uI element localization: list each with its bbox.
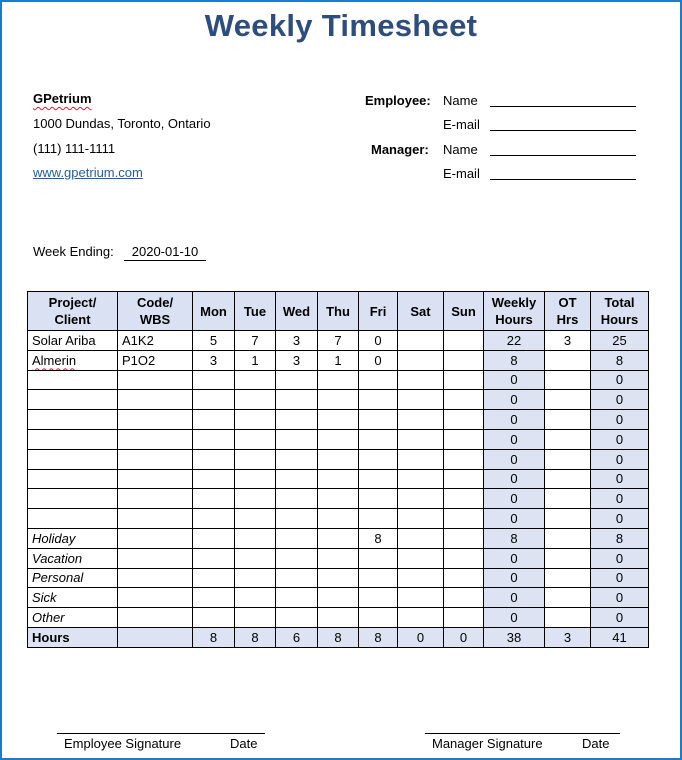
hours-cell[interactable]	[193, 410, 235, 430]
hours-cell[interactable]	[444, 370, 484, 390]
table-row	[28, 568, 649, 588]
hours-cell[interactable]	[235, 489, 276, 509]
total-cell: 0	[398, 627, 444, 647]
project-cell[interactable]: Almerin	[28, 350, 118, 370]
hours-cell[interactable]	[444, 410, 484, 430]
hours-cell[interactable]	[318, 429, 359, 449]
hours-cell[interactable]	[193, 608, 235, 628]
hours-cell[interactable]: 1	[318, 350, 359, 370]
hours-cell[interactable]: 7	[318, 331, 359, 351]
hours-cell[interactable]	[235, 410, 276, 430]
hours-cell[interactable]: 3	[193, 350, 235, 370]
hours-cell[interactable]: 3	[276, 331, 318, 351]
hours-cell[interactable]	[276, 528, 318, 548]
hours-cell[interactable]	[545, 528, 591, 548]
hours-cell[interactable]: 0	[484, 469, 545, 489]
hours-cell[interactable]	[276, 509, 318, 529]
column-header: Wed	[276, 292, 318, 331]
hours-cell[interactable]	[545, 548, 591, 568]
hours-cell[interactable]	[398, 469, 444, 489]
hours-cell[interactable]: 0	[591, 449, 649, 469]
table-row	[28, 548, 649, 568]
hours-cell[interactable]	[398, 331, 444, 351]
manager-email-label: E-mail	[443, 166, 480, 181]
hours-cell[interactable]	[398, 429, 444, 449]
hours-cell[interactable]	[398, 489, 444, 509]
hours-cell[interactable]: 5	[193, 331, 235, 351]
hours-cell[interactable]	[235, 469, 276, 489]
code-cell[interactable]	[118, 608, 193, 628]
hours-cell[interactable]: 0	[484, 489, 545, 509]
column-header: Code/ WBS	[118, 292, 193, 331]
hours-cell[interactable]: 0	[591, 370, 649, 390]
hours-cell[interactable]	[444, 509, 484, 529]
hours-cell[interactable]	[398, 390, 444, 410]
company-name: GPetrium	[33, 91, 92, 106]
hours-cell[interactable]	[318, 568, 359, 588]
hours-cell[interactable]	[276, 608, 318, 628]
hours-cell[interactable]	[359, 449, 398, 469]
hours-cell[interactable]: 0	[484, 608, 545, 628]
hours-cell[interactable]: 3	[276, 350, 318, 370]
hours-cell[interactable]	[193, 548, 235, 568]
code-cell[interactable]: A1K2	[118, 331, 193, 351]
code-cell[interactable]	[118, 410, 193, 430]
total-cell: 8	[193, 627, 235, 647]
hours-cell[interactable]	[545, 350, 591, 370]
hours-cell[interactable]: 0	[359, 350, 398, 370]
hours-cell[interactable]	[359, 588, 398, 608]
code-cell[interactable]	[118, 528, 193, 548]
total-cell: 8	[235, 627, 276, 647]
project-cell[interactable]: Sick	[28, 588, 118, 608]
hours-cell[interactable]	[318, 608, 359, 628]
hours-cell[interactable]	[235, 370, 276, 390]
project-cell[interactable]	[28, 370, 118, 390]
table-row	[28, 449, 649, 469]
code-cell[interactable]	[118, 390, 193, 410]
hours-cell[interactable]	[318, 449, 359, 469]
hours-cell[interactable]	[545, 608, 591, 628]
hours-cell[interactable]	[545, 449, 591, 469]
hours-cell[interactable]	[444, 528, 484, 548]
project-cell[interactable]	[28, 469, 118, 489]
hours-cell[interactable]: 0	[484, 390, 545, 410]
code-cell[interactable]	[118, 370, 193, 390]
hours-cell[interactable]	[359, 469, 398, 489]
code-cell[interactable]	[118, 509, 193, 529]
hours-cell[interactable]	[545, 469, 591, 489]
total-cell: 0	[444, 627, 484, 647]
hours-cell[interactable]	[545, 410, 591, 430]
hours-cell[interactable]	[193, 449, 235, 469]
week-ending-field[interactable]: 2020-01-10	[124, 244, 206, 261]
hours-cell[interactable]	[276, 449, 318, 469]
hours-cell[interactable]: 3	[545, 331, 591, 351]
hours-cell[interactable]	[444, 449, 484, 469]
hours-cell[interactable]: 0	[591, 390, 649, 410]
hours-cell[interactable]: 0	[591, 429, 649, 449]
hours-cell[interactable]	[235, 588, 276, 608]
column-header: OT Hrs	[545, 292, 591, 331]
table-row	[28, 588, 649, 608]
hours-cell[interactable]: 0	[591, 588, 649, 608]
hours-cell[interactable]: 0	[591, 608, 649, 628]
hours-cell[interactable]: 0	[591, 568, 649, 588]
column-header: Weekly Hours	[484, 292, 545, 331]
hours-cell[interactable]: 8	[484, 528, 545, 548]
week-ending-label: Week Ending:	[33, 244, 114, 259]
hours-cell[interactable]	[276, 390, 318, 410]
hours-cell[interactable]	[318, 509, 359, 529]
hours-cell[interactable]: 8	[359, 528, 398, 548]
hours-cell[interactable]	[318, 588, 359, 608]
hours-cell[interactable]	[359, 608, 398, 628]
hours-cell[interactable]: 1	[235, 350, 276, 370]
column-header: Project/ Client	[28, 292, 118, 331]
hours-cell[interactable]	[398, 350, 444, 370]
hours-cell[interactable]: 25	[591, 331, 649, 351]
employee-signature-label: Employee Signature	[64, 736, 182, 751]
project-cell[interactable]: Other	[28, 608, 118, 628]
hours-cell[interactable]: 0	[591, 548, 649, 568]
employee-email-field[interactable]	[490, 130, 636, 131]
total-cell: 3	[545, 627, 591, 647]
code-cell[interactable]	[118, 489, 193, 509]
column-header: Total Hours	[591, 292, 649, 331]
project-cell[interactable]	[28, 509, 118, 529]
hours-cell[interactable]	[359, 410, 398, 430]
hours-cell[interactable]	[193, 588, 235, 608]
total-cell: 38	[484, 627, 545, 647]
manager-signature-line[interactable]	[425, 733, 620, 734]
table-row	[28, 429, 649, 449]
company-website-link[interactable]: www.gpetrium.com	[33, 165, 143, 180]
hours-cell[interactable]	[444, 429, 484, 449]
code-cell[interactable]: P1O2	[118, 350, 193, 370]
total-cell: 6	[276, 627, 318, 647]
hours-cell[interactable]	[193, 509, 235, 529]
hours-cell[interactable]	[398, 608, 444, 628]
hours-cell[interactable]	[444, 608, 484, 628]
employee-signature-line[interactable]	[57, 733, 265, 734]
employee-date-label: Date	[230, 736, 258, 751]
hours-cell[interactable]	[276, 588, 318, 608]
hours-cell[interactable]	[398, 410, 444, 430]
total-cell: 41	[591, 627, 649, 647]
hours-cell[interactable]	[444, 331, 484, 351]
hours-cell[interactable]	[545, 390, 591, 410]
hours-cell[interactable]	[318, 410, 359, 430]
table-row	[28, 410, 649, 430]
hours-cell[interactable]: 0	[484, 548, 545, 568]
manager-name-field[interactable]	[490, 155, 636, 156]
hours-cell[interactable]: 0	[484, 429, 545, 449]
hours-cell[interactable]	[235, 509, 276, 529]
table-row	[28, 370, 649, 390]
hours-cell[interactable]	[359, 548, 398, 568]
project-cell[interactable]	[28, 390, 118, 410]
hours-cell[interactable]	[398, 509, 444, 529]
hours-cell[interactable]	[398, 449, 444, 469]
hours-cell[interactable]	[444, 350, 484, 370]
hours-cell[interactable]	[276, 568, 318, 588]
hours-cell[interactable]	[318, 548, 359, 568]
hours-cell[interactable]: 0	[591, 469, 649, 489]
project-cell[interactable]: Solar Ariba	[28, 331, 118, 351]
total-cell: 8	[359, 627, 398, 647]
hours-cell[interactable]	[276, 429, 318, 449]
hours-cell[interactable]	[398, 528, 444, 548]
hours-cell[interactable]: 22	[484, 331, 545, 351]
hours-cell[interactable]: 0	[484, 568, 545, 588]
hours-cell[interactable]: 8	[591, 350, 649, 370]
hours-cell[interactable]	[444, 568, 484, 588]
hours-cell[interactable]	[398, 588, 444, 608]
manager-email-field[interactable]	[490, 179, 636, 180]
hours-cell[interactable]	[235, 568, 276, 588]
hours-cell[interactable]	[193, 469, 235, 489]
hours-cell[interactable]	[318, 469, 359, 489]
hours-cell[interactable]	[359, 568, 398, 588]
hours-cell[interactable]	[193, 568, 235, 588]
hours-cell[interactable]	[276, 469, 318, 489]
hours-cell[interactable]	[398, 568, 444, 588]
manager-name-label: Name	[443, 142, 478, 157]
total-cell	[118, 627, 193, 647]
table-row	[28, 528, 649, 548]
hours-cell[interactable]	[398, 370, 444, 390]
hours-cell[interactable]: 0	[359, 331, 398, 351]
table-row	[28, 608, 649, 628]
hours-cell[interactable]	[235, 390, 276, 410]
project-cell[interactable]	[28, 410, 118, 430]
hours-cell[interactable]	[235, 449, 276, 469]
column-header: Mon	[193, 292, 235, 331]
code-cell[interactable]	[118, 588, 193, 608]
table-row	[28, 350, 649, 370]
hours-cell[interactable]	[318, 370, 359, 390]
manager-signature-label: Manager Signature	[432, 736, 543, 751]
table-row	[28, 331, 649, 351]
employee-name-label: Name	[443, 93, 478, 108]
hours-cell[interactable]: 0	[591, 509, 649, 529]
hours-cell[interactable]	[545, 509, 591, 529]
column-header: Sun	[444, 292, 484, 331]
hours-cell[interactable]: 0	[591, 489, 649, 509]
totals-label: Hours	[28, 627, 118, 647]
table-header-row	[28, 292, 649, 331]
code-cell[interactable]	[118, 429, 193, 449]
hours-cell[interactable]	[318, 528, 359, 548]
company-phone: (111) 111-1111	[33, 141, 116, 156]
hours-cell[interactable]	[398, 548, 444, 568]
code-cell[interactable]	[118, 568, 193, 588]
hours-cell[interactable]: 7	[235, 331, 276, 351]
hours-cell[interactable]	[193, 528, 235, 548]
hours-cell[interactable]	[276, 489, 318, 509]
timesheet-table	[27, 291, 649, 648]
hours-cell[interactable]	[359, 370, 398, 390]
project-cell[interactable]: Personal	[28, 568, 118, 588]
employee-name-field[interactable]	[490, 106, 636, 107]
hours-cell[interactable]	[318, 489, 359, 509]
employee-email-label: E-mail	[443, 117, 480, 132]
employee-label: Employee:	[365, 93, 431, 108]
hours-cell[interactable]	[444, 489, 484, 509]
hours-cell[interactable]	[545, 568, 591, 588]
hours-cell[interactable]	[276, 370, 318, 390]
table-row	[28, 489, 649, 509]
page-title: Weekly Timesheet	[204, 8, 478, 43]
project-cell[interactable]	[28, 429, 118, 449]
hours-cell[interactable]: 0	[484, 588, 545, 608]
hours-cell[interactable]	[235, 548, 276, 568]
project-cell[interactable]	[28, 449, 118, 469]
code-cell[interactable]	[118, 449, 193, 469]
hours-cell[interactable]	[444, 548, 484, 568]
project-cell[interactable]	[28, 489, 118, 509]
hours-cell[interactable]	[193, 370, 235, 390]
column-header: Thu	[318, 292, 359, 331]
hours-cell[interactable]	[545, 429, 591, 449]
hours-cell[interactable]	[235, 528, 276, 548]
hours-cell[interactable]	[444, 588, 484, 608]
table-row	[28, 390, 649, 410]
totals-row	[28, 627, 649, 647]
table-row	[28, 469, 649, 489]
hours-cell[interactable]	[193, 429, 235, 449]
project-cell[interactable]: Vacation	[28, 548, 118, 568]
hours-cell[interactable]	[545, 370, 591, 390]
total-cell: 8	[318, 627, 359, 647]
hours-cell[interactable]	[444, 469, 484, 489]
hours-cell[interactable]	[235, 429, 276, 449]
hours-cell[interactable]	[359, 509, 398, 529]
hours-cell[interactable]	[318, 390, 359, 410]
manager-date-label: Date	[582, 736, 610, 751]
hours-cell[interactable]: 0	[591, 410, 649, 430]
hours-cell[interactable]	[193, 390, 235, 410]
hours-cell[interactable]	[235, 608, 276, 628]
hours-cell[interactable]: 0	[484, 370, 545, 390]
hours-cell[interactable]	[545, 489, 591, 509]
manager-label: Manager:	[371, 142, 429, 157]
hours-cell[interactable]	[276, 410, 318, 430]
code-cell[interactable]	[118, 469, 193, 489]
hours-cell[interactable]	[359, 390, 398, 410]
project-cell[interactable]: Holiday	[28, 528, 118, 548]
table-row	[28, 509, 649, 529]
hours-cell[interactable]: 0	[484, 410, 545, 430]
hours-cell[interactable]	[193, 489, 235, 509]
code-cell[interactable]	[118, 548, 193, 568]
company-address: 1000 Dundas, Toronto, Ontario	[33, 116, 211, 131]
hours-cell[interactable]: 8	[484, 350, 545, 370]
column-header: Sat	[398, 292, 444, 331]
hours-cell[interactable]: 8	[591, 528, 649, 548]
hours-cell[interactable]	[444, 390, 484, 410]
hours-cell[interactable]	[359, 429, 398, 449]
hours-cell[interactable]	[545, 588, 591, 608]
column-header: Tue	[235, 292, 276, 331]
hours-cell[interactable]	[276, 548, 318, 568]
hours-cell[interactable]: 0	[484, 449, 545, 469]
hours-cell[interactable]: 0	[484, 509, 545, 529]
column-header: Fri	[359, 292, 398, 331]
hours-cell[interactable]	[359, 489, 398, 509]
